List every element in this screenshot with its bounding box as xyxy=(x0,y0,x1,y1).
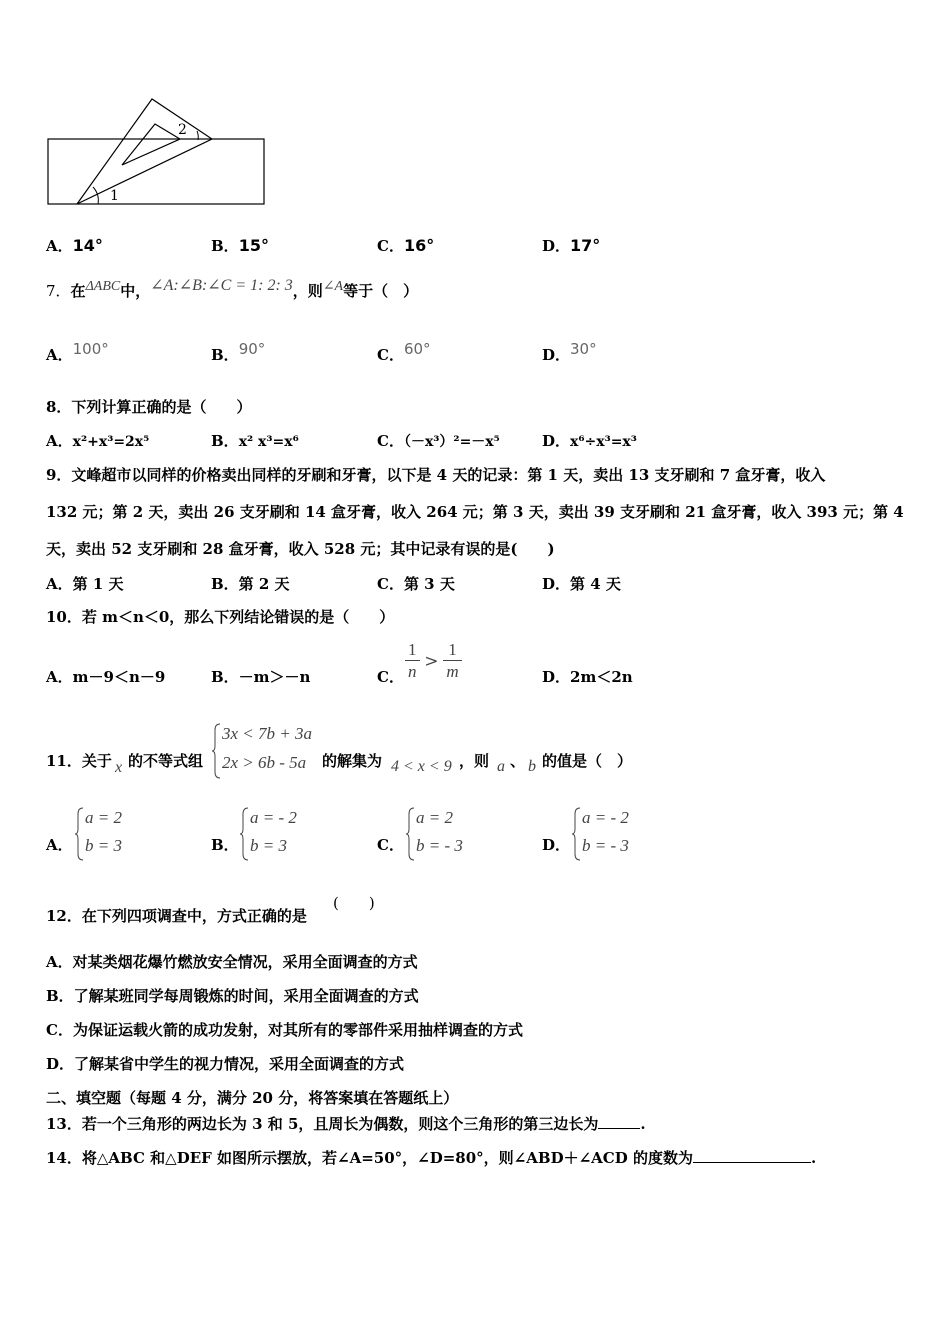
q6-option-b[interactable] xyxy=(211,235,269,256)
option-value: x⁶÷x³=x³ xyxy=(570,434,637,450)
answer-blank[interactable] xyxy=(598,1128,640,1129)
q6-option-a[interactable] xyxy=(46,235,103,256)
system-line-2: 2x > 6b - 5a xyxy=(222,753,307,772)
option-value: 60° xyxy=(403,340,431,358)
q11-option-b-letter[interactable]: B． xyxy=(211,836,239,854)
q11-option-d-letter[interactable]: D． xyxy=(542,836,571,854)
q7-option-b[interactable] xyxy=(211,340,266,365)
q10-option-a[interactable]: A．m－9＜n－9 xyxy=(46,668,166,686)
q6-option-c[interactable] xyxy=(377,235,434,256)
fraction-1-over-n xyxy=(405,640,420,683)
question-number: 11．关于 xyxy=(46,752,112,770)
option-letter: D． xyxy=(542,237,571,255)
q8-option-a[interactable] xyxy=(46,430,149,451)
option-letter: A． xyxy=(46,346,73,364)
q11-option-d-system[interactable] xyxy=(572,806,662,862)
system-line-1: a = 2 xyxy=(416,808,453,827)
question-7 xyxy=(46,277,419,301)
q7-option-d[interactable] xyxy=(542,340,597,365)
separator: 、 xyxy=(510,752,526,770)
question-14 xyxy=(46,1147,816,1168)
fraction-1-over-m xyxy=(443,640,461,683)
option-value: 100° xyxy=(72,340,109,358)
option-value: 16° xyxy=(403,236,435,255)
q10-option-c-letter[interactable]: C． xyxy=(377,668,404,686)
system-line-2: b = 3 xyxy=(250,836,287,855)
system-line-2: b = - 3 xyxy=(582,836,629,855)
q6-option-d[interactable] xyxy=(542,235,600,256)
q8-option-d[interactable] xyxy=(542,430,637,451)
angle-2-label: 2 xyxy=(178,122,187,138)
option-value: （－x³）²=－x⁵ xyxy=(403,434,500,450)
system-line-2: b = - 3 xyxy=(416,836,463,855)
option-letter: A． xyxy=(46,432,73,450)
option-letter: B． xyxy=(211,346,239,364)
solution-set: 4 < x < 9 xyxy=(391,758,452,775)
option-letter: C． xyxy=(377,237,404,255)
var-x: x xyxy=(115,759,123,776)
question-10: 10．若 m＜n＜0，那么下列结论错误的是（ ） xyxy=(46,608,395,626)
option-letter: C． xyxy=(377,346,404,364)
q7-triangle: ΔABC xyxy=(85,279,121,294)
q9-option-a[interactable]: A．第 1 天 xyxy=(46,575,124,593)
q11-option-b-system[interactable] xyxy=(240,806,330,862)
question-number: 7． xyxy=(46,282,71,300)
var-b: b xyxy=(528,758,536,775)
system-line-1: 3x < 7b + 3a xyxy=(222,724,312,743)
option-value: 14° xyxy=(72,236,103,255)
option-letter: C． xyxy=(377,432,404,450)
q10-option-b[interactable]: B．－m＞－n xyxy=(211,668,311,686)
q7-angle: ∠A xyxy=(322,279,344,294)
question-8: 8．下列计算正确的是（ ） xyxy=(46,398,252,416)
question-13 xyxy=(46,1113,646,1134)
option-value: 17° xyxy=(570,236,601,255)
q11-option-a-system[interactable] xyxy=(75,806,165,862)
question-12-text: 12．在下列四项调查中，方式正确的是 xyxy=(46,907,307,925)
denominator: n xyxy=(408,662,417,681)
period: . xyxy=(810,1149,817,1167)
q7-text: 中， xyxy=(120,282,151,300)
question-9-line-2: 132 元；第 2 天，卖出 26 支牙刷和 14 盒牙膏，收入 264 元；第 3 天，卖出 39 支牙刷和 21 盒牙膏，收入 393 元；第 4 xyxy=(46,503,904,521)
q11-text: 的不等式组 xyxy=(128,752,204,770)
option-value: x² x³=x⁶ xyxy=(238,434,299,450)
section-2-heading: 二、填空题（每题 4 分，满分 20 分，将答案填在答题纸上） xyxy=(46,1089,459,1107)
option-letter: B． xyxy=(211,432,239,450)
q9-option-b[interactable]: B．第 2 天 xyxy=(211,575,290,593)
q7-option-a[interactable] xyxy=(46,340,109,365)
q7-option-c[interactable] xyxy=(377,340,431,365)
option-letter: D． xyxy=(542,432,571,450)
answer-paren: ( ) xyxy=(333,894,375,912)
ruler-triangle-figure xyxy=(40,92,275,212)
q11-option-c-system[interactable] xyxy=(406,806,496,862)
system-line-1: a = - 2 xyxy=(250,808,297,827)
option-value: 30° xyxy=(570,340,597,358)
q8-option-b[interactable] xyxy=(211,430,299,451)
question-13-text: 13．若一个三角形的两边长为 3 和 5，且周长为偶数，则这个三角形的第三边长为 xyxy=(46,1115,599,1133)
q10-option-d[interactable]: D．2m＜2n xyxy=(542,668,633,686)
system-line-1: a = - 2 xyxy=(582,808,629,827)
var-a: a xyxy=(497,758,505,775)
answer-blank[interactable] xyxy=(693,1162,811,1163)
q8-option-c[interactable] xyxy=(377,430,500,451)
q12-option-c[interactable]: C．为保证运载火箭的成功发射，对其所有的零部件采用抽样调查的方式 xyxy=(46,1021,523,1039)
option-letter: D． xyxy=(542,346,571,364)
option-value: 90° xyxy=(238,340,266,358)
angle-1-label: 1 xyxy=(110,188,119,204)
option-value: x²+x³=2x⁵ xyxy=(72,434,150,450)
q7-text: 在 xyxy=(70,282,86,300)
q10-option-c-expression[interactable] xyxy=(405,640,462,683)
question-14-text: 14．将△ABC 和△DEF 如图所示摆放，若∠A=50°，∠D=80°，则∠ABD＋∠ACD 的度数为 xyxy=(46,1149,693,1167)
q7-text: ，则 xyxy=(292,282,323,300)
q12-option-a[interactable]: A．对某类烟花爆竹燃放安全情况，采用全面调查的方式 xyxy=(46,953,418,971)
q12-option-b[interactable]: B．了解某班同学每周锻炼的时间，采用全面调查的方式 xyxy=(46,987,419,1005)
numerator: 1 xyxy=(443,640,461,661)
q9-option-c[interactable]: C．第 3 天 xyxy=(377,575,455,593)
q11-text: ，则 xyxy=(459,752,490,770)
q12-option-d[interactable]: D．了解某省中学生的视力情况，采用全面调查的方式 xyxy=(46,1055,405,1073)
q11-option-a-letter[interactable]: A． xyxy=(46,836,73,854)
system-line-1: a = 2 xyxy=(85,808,122,827)
inequality-system xyxy=(212,722,322,780)
question-9-line-1: 9．文峰超市以同样的价格卖出同样的牙刷和牙膏，以下是 4 天的记录：第 1 天，卖出 13 支牙刷和 7 盒牙膏，收入 xyxy=(46,466,826,484)
question-9-line-3: 天，卖出 52 支牙刷和 28 盒牙膏，收入 528 元；其中记录有误的是( ) xyxy=(46,540,555,558)
q9-option-d[interactable]: D．第 4 天 xyxy=(542,575,621,593)
denominator: m xyxy=(446,662,459,681)
q11-option-c-letter[interactable]: C． xyxy=(377,836,404,854)
q7-text: 等于（ ） xyxy=(343,282,419,300)
option-letter: A． xyxy=(46,237,73,255)
period: . xyxy=(640,1115,646,1133)
numerator: 1 xyxy=(405,640,420,661)
q11-text: 的解集为 xyxy=(322,752,383,770)
system-line-2: b = 3 xyxy=(85,836,122,855)
q7-ratio: ∠A:∠B:∠C = 1: 2: 3 xyxy=(150,277,293,294)
greater-than: > xyxy=(424,651,439,672)
option-letter: B． xyxy=(211,237,239,255)
option-value: 15° xyxy=(238,236,269,255)
q11-text: 的值是（ ） xyxy=(542,752,633,770)
